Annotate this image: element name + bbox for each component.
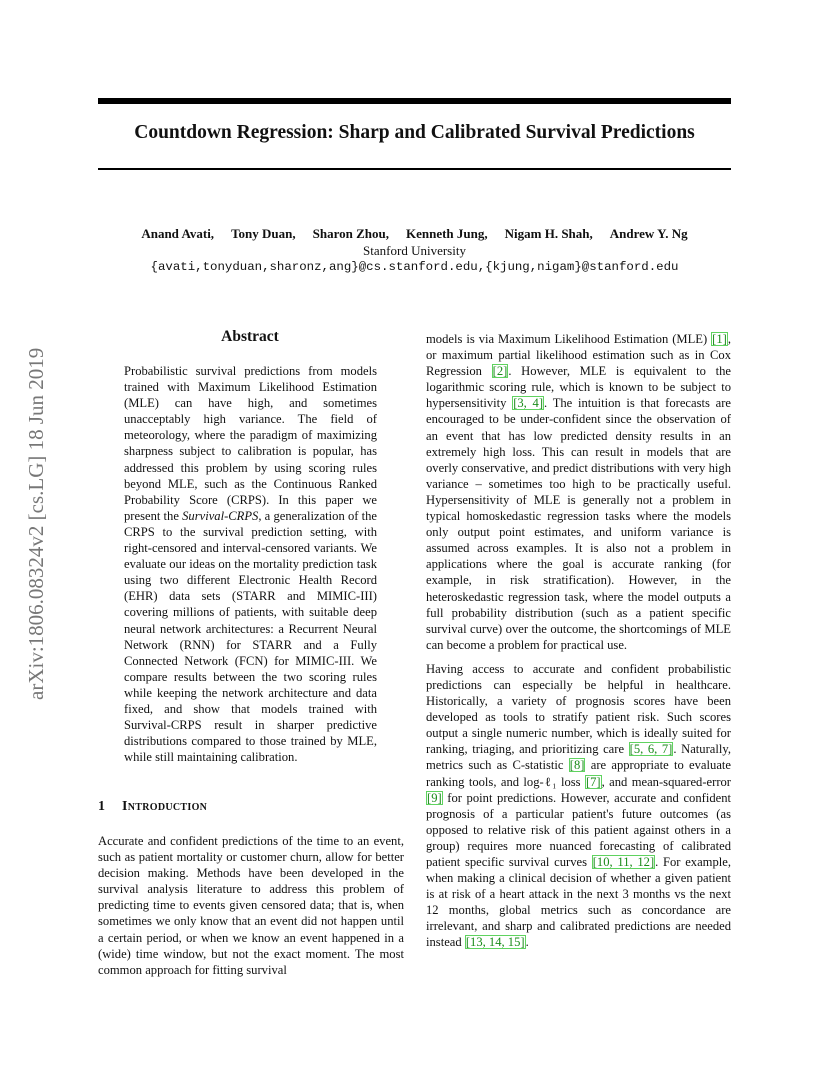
section-heading (98, 799, 207, 815)
text-run: . The intuition is that forecasts are encouraged to be under-confident since the observation of an event that has low predicted density results in an extremely high loss. This can result in models that are overly conservative, and predict distributions with very high variance – sometimes too high to be practically useful. Hypersensitivity of MLE is generally not a problem in typical homoskedastic regression tasks where the models only output point estimates, and uniform variance is assumed across examples. It is also not a problem in applications where the goal is accurate ranking (for example, in risk stratification). However, in the heteroskedastic regression task, where the model outputs a full probability distribution (such as a patient specific survival curve) over the outcome, the shortcomings of MLE can become a problem for practical use. (426, 396, 731, 652)
author-emails: {avati,tonyduan,sharonz,ang}@cs.stanford.edu,{kjung,nigam}@stanford.edu (150, 260, 679, 274)
abstract-text (124, 363, 377, 765)
text-run: , and mean-squared-error (601, 774, 731, 789)
right-column (426, 331, 731, 951)
author-name: Sharon Zhou, (312, 226, 389, 241)
title-rule-bottom (98, 168, 731, 170)
citation-link[interactable]: [5, 6, 7] (629, 742, 673, 757)
text-run: are appropriate to evaluate ranking tools, and log-ℓ₁ loss (426, 758, 731, 789)
text-run: models is via Maximum Likelihood Estimation (MLE) (426, 332, 712, 346)
abstract-text-part: Probabilistic survival predictions from models trained with Maximum Likelihood Estimation (MLE) can have high, and sometimes unacceptably high variance. The field of meteorology, where the paradigm of maximizing sharpness subject to calibration is popular, has addressed this problem by using scoring rules beyond MLE, such as the Continuous Ranked Probability Score (CRPS). In this paper we present the (124, 364, 377, 523)
text-run: . For example, when making a clinical decision of whether a given patient is at risk of a heart attack in the next 3 months vs the next 12 months, global metrics such as concordance are irrelevant, and sharp and calibrated predictions are needed instead (426, 855, 732, 950)
text-run: Having access to accurate and confident probabilistic predictions can especially be helpful in healthcare. Historically, a variety of prognosis scores have been developed as tools to stratify patient risk. Such scores output a single numeric number, which is ideally suited for ranking, triaging, and prioritizing care (426, 661, 731, 757)
section-number: 1 (98, 799, 105, 814)
paper-title: Countdown Regression: Sharp and Calibrated Survival Predictions (134, 122, 695, 143)
author-block (98, 226, 731, 274)
author-name: Anand Avati, (141, 226, 215, 241)
citation-link[interactable]: [9] (427, 790, 442, 805)
text-run: . (525, 935, 529, 950)
citation-link[interactable]: [7] (585, 774, 601, 789)
text-run: for point predictions. However, accurate and confident prognosis of a particular patient's future outcomes (as opposed to relative risk of this patient against others in a group) requires more nuanced forecasting of calibrated patient specific survival curves (426, 790, 731, 869)
introduction-text: Accurate and confident predictions of the time to an event, such as patient mortality or customer churn, allow for better decision making. Methods have been developed in the survival analysis literature to address this problem of predicting time to events given censored data; that is, when sometimes we only know that an event did not happen until a certain period, or when we know an event happened in a (wide) time window, but not the exact moment. The most common approach for fitting survival (98, 834, 404, 977)
title-rule-top (98, 98, 731, 104)
paragraph (426, 661, 731, 951)
author-name: Nigam H. Shah, (504, 226, 593, 241)
author-name: Andrew Y. Ng (609, 226, 688, 241)
citation-link[interactable]: [13, 14, 15] (465, 935, 525, 950)
author-list (98, 226, 731, 242)
text-run: . However, MLE is equivalent to the logarithmic scoring rule, which is known to be subject to hypersensitivity (426, 364, 731, 411)
citation-link[interactable]: [10, 11, 12] (592, 855, 655, 869)
author-name: Tony Duan, (231, 226, 296, 241)
author-name: Kenneth Jung, (405, 226, 488, 241)
abstract-emphasis: Survival-CRPS (182, 508, 259, 523)
paragraph (426, 331, 731, 653)
citation-link[interactable]: [2] (492, 364, 508, 379)
arxiv-stamp: arXiv:1806.08324v2 [cs.LG] 18 Jun 2019 (24, 347, 48, 700)
citation-link[interactable]: [3, 4] (513, 396, 544, 411)
text-run: , or maximum partial likelihood estimation such as in Cox Regression (426, 332, 731, 379)
citation-link[interactable]: [8] (569, 758, 585, 773)
citation-link[interactable]: [1] (712, 332, 727, 346)
affiliation: Stanford University (363, 243, 466, 258)
text-run: . Naturally, metrics such as C-statistic (426, 742, 731, 773)
abstract-heading: Abstract (221, 328, 279, 345)
abstract-text-part: , a generalization of the CRPS to the survival prediction setting, with right-censored and interval-censored variants. We evaluate our ideas on the mortality prediction task using two different Electronic Health Record (EHR) data sets (STARR and MIMIC-III) covering millions of patients, with suitable deep neural network architectures: a Recurrent Neural Network (RNN) for STARR and a Fully Connected Network (FCN) for MIMIC-III. We compare results between the two scoring rules while keeping the network architecture and data fixed, and show that models trained with Survival-CRPS result in sharper predictive distributions compared to those trained by MLE, while still maintaining calibration. (124, 508, 377, 765)
section-title: Introduction (122, 799, 208, 814)
